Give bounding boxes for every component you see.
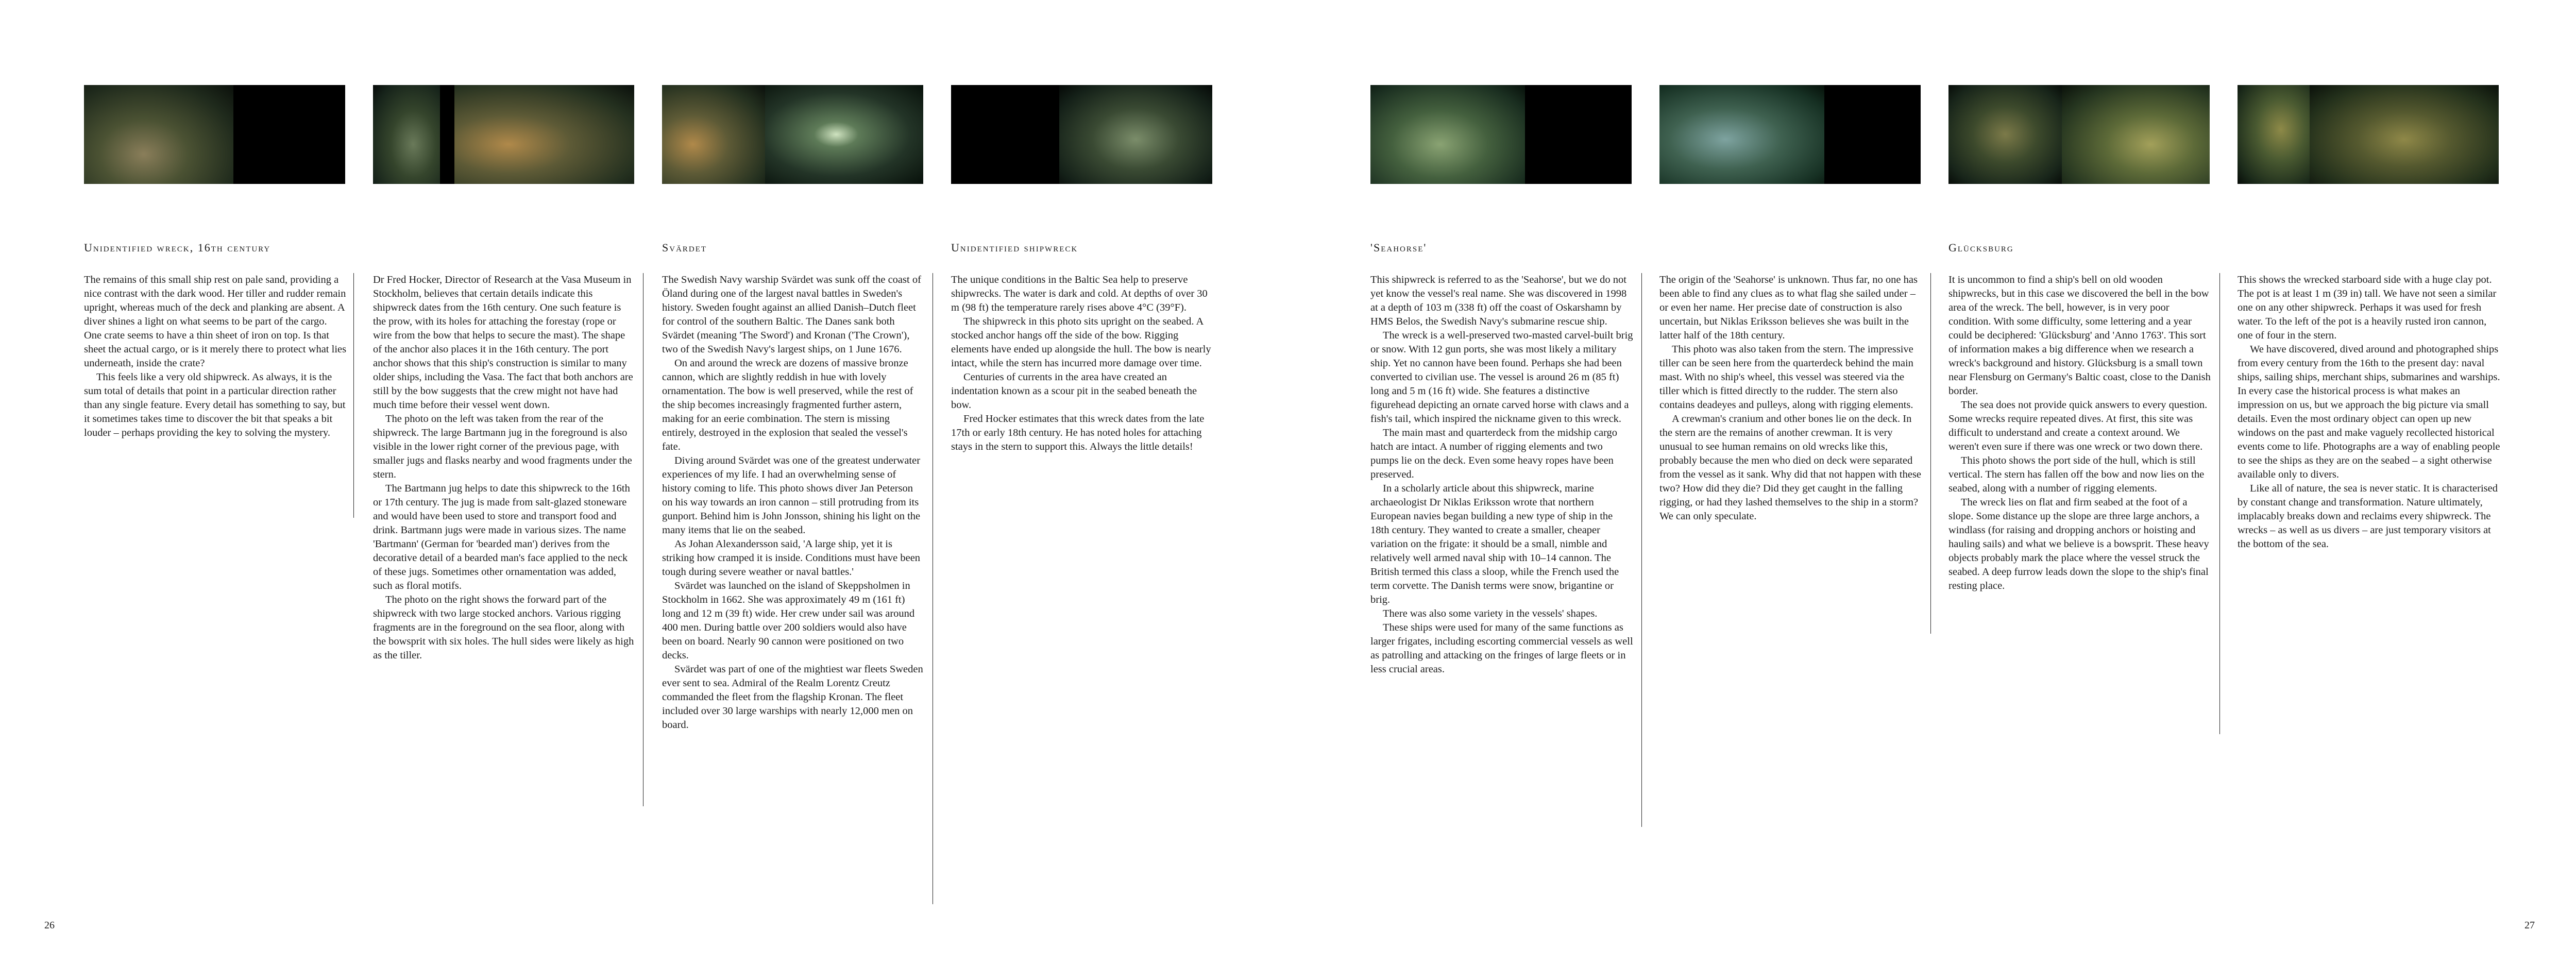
text-column-6 <box>1659 273 1922 523</box>
paragraph: This shipwreck is referred to as the 'Seahorse', but we do not yet know the vessel's real name. She was discovered in 1998 at a depth of 103 m (338 ft) off the coast of Oskarshamn by HMS Belos, the Swedish Navy's submarine rescue ship. <box>1370 274 1627 327</box>
paragraph: Svärdet was part of one of the mightiest war fleets Sweden ever sent to sea. Admiral of the Realm Lorentz Creutz commanded the fleet from the flagship Kronan. The fleet included over 30 large warships with nearly 12,000 men on board. <box>662 664 923 731</box>
paragraph: Like all of nature, the sea is never static. It is characterised by constant change and transformation. Nature ultimately, implacably breaks down and reclaims every shipwreck. The wrecks – as well as us divers – are just temporary visitors at the bottom of the sea. <box>2238 483 2498 550</box>
column-rule <box>353 273 354 518</box>
column-rule <box>1641 273 1642 827</box>
paragraph: The wreck is a well-preserved two-masted carvel-built brig or snow. With 12 gun ports, she was most likely a military ship. Yet no cannon have been found. Perhaps she had been converted to civilian use. The vessel is around 26 m (85 ft) long and 5 m (16 ft) wide. She features a distinctive figurehead depicting an ornate carved horse with claws and a fish's tail, which inspired the nickname given to this wreck. <box>1370 330 1633 425</box>
paragraph: This photo was also taken from the stern. The impressive tiller can be seen here from the quarterdeck behind the main mast. With no ship's wheel, this vessel was steered via the tiller which is fitted directly to the rudder. The stern also contains deadeyes and pulleys, along with rigging elements. <box>1659 344 1913 411</box>
photo-unidentified-shipwreck <box>951 85 1212 184</box>
page-number: 27 <box>2524 920 2535 931</box>
photo-svardet-diver <box>662 85 923 184</box>
paragraph: This feels like a very old shipwreck. As always, it is the sum total of details that point in a particular direction rather than any single feature. Every detail has something to say, but it sometimes takes time to discover the bit that speaks a bit louder – perhaps providing the key to solving the mystery. <box>84 371 346 438</box>
paragraph: Dr Fred Hocker, Director of Research at the Vasa Museum in Stockholm, believes that certain details indicate this shipwreck dates from the 16th century. One such feature is the prow, with its holes for attaching the forestay (rope or wire from the bow that helps to secure the mast). The shape of the anchor also places it in the 16th century. The port anchor shows that this ship's construction is similar to many older ships, including the Vasa. The fact that both anchors are still by the bow suggests that the crew might not have had much time before their vessel went down. <box>373 274 633 411</box>
photo-seahorse-figurehead <box>1370 85 1632 184</box>
paragraph: As Johan Alexandersson said, 'A large ship, yet it is striking how cramped it is inside. Conditions must have been tough during severe weather or naval battles.' <box>662 538 921 578</box>
text-column-8 <box>2238 273 2500 551</box>
paragraph: This photo shows the port side of the hull, which is still vertical. The stern has fallen off the bow and now lies on the seabed, along with a number of rigging elements. <box>1948 455 2205 494</box>
paragraph: The origin of the 'Seahorse' is unknown. Thus far, no one has been able to find any clues as to what flag she sailed under – or even her name. Her precise date of construction is also uncertain, but Niklas Eriksson believes she was built in the latter half of the 18th century. <box>1659 274 1918 341</box>
column-rule <box>2219 273 2220 734</box>
paragraph: Diving around Svärdet was one of the greatest underwater experiences of my life. I had an overwhelming sense of history coming to life. This photo shows diver Jan Peterson on his way towards an iron cannon – still protruding from its gunport. Behind him is John Jonsson, shining his light on the many items that lie on the seabed. <box>662 455 921 536</box>
paragraph: The Bartmann jug helps to date this shipwreck to the 16th or 17th century. The jug is made from salt-glazed stoneware and would have been used to store and transport food and drink. Bartmann jugs were made in various sizes. The name 'Bartmann' (German for 'bearded man') derives from the decorative detail of a bearded man's face applied to the neck of these jugs. Sometimes other ornamentation was added, such as floral motifs. <box>373 483 630 591</box>
right-page <box>1288 0 2576 966</box>
paragraph: A crewman's cranium and other bones lie on the deck. In the stern are the remains of another crewman. It is very unusual to see human remains on old wrecks like this, probably because the men who died on deck were separated from the vessel as it sank. Why did that not happen with these two? How did they die? Did they get caught in the falling rigging, or had they lashed themselves to the ship in a storm? We can only speculate. <box>1659 413 1922 522</box>
paragraph: Centuries of currents in the area have created an indentation known as a scour pit in the seabed beneath the bow. <box>951 371 1197 411</box>
paragraph: Svärdet was launched on the island of Skeppsholmen in Stockholm in 1662. She was approximately 49 m (161 ft) long and 12 m (39 ft) wide. Her crew under sail was around 400 men. During battle over 200 soldiers would also have been on board. Nearly 90 cannon were positioned on two decks. <box>662 580 915 661</box>
photo-glucksburg-hull <box>1948 85 2210 184</box>
text-column-4 <box>951 273 1214 454</box>
paragraph: In a scholarly article about this shipwreck, marine archaeologist Dr Niklas Eriksson wrote that northern European navies began building a new type of ship in the 18th century. They wanted to create a smaller, cheaper variation on the frigate: it should be a small, nimble and relatively well armed naval ship with 10–14 cannon. The British termed this class a sloop, while the French used the term corvette. The Danish terms were snow, brigantine or brig. <box>1370 483 1619 605</box>
photo-unidentified-wreck-stern <box>84 85 345 184</box>
photo-seahorse-tiller <box>1659 85 1921 184</box>
paragraph: We have discovered, dived around and photographed ships from every century from the 16th to the present day: naval ships, sailing ships, merchant ships, submarines and warships. In every case the historical process is what makes an impression on us, but we approach the big picture via small details. Even the most ordinary object can open up new windows on the past and make vaguely recollected historical events come to life. Photographs are a way of enabling people to see the ships as they are on the seabed – a sight otherwise available only to divers. <box>2238 344 2500 480</box>
text-column-1 <box>84 273 347 440</box>
text-column-5 <box>1370 273 1633 676</box>
photo-unidentified-wreck-bow <box>373 85 634 184</box>
paragraph: The photo on the left was taken from the rear of the shipwreck. The large Bartmann jug in the foreground is also visible in the lower right corner of the previous page, with smaller jugs and flasks nearby and wood fragments under the stern. <box>373 413 632 480</box>
paragraph: The Swedish Navy warship Svärdet was sunk off the coast of Öland during one of the largest naval battles in Sweden's history. Sweden fought against an allied Danish–Dutch fleet for control of the southern Baltic. The Danes sank both Svärdet (meaning 'The Sword') and Kronan ('The Crown'), two of the Swedish Navy's largest ships, on 1 June 1676. <box>662 274 921 355</box>
paragraph: There was also some variety in the vessels' shapes. <box>1383 608 1598 619</box>
heading-unidentified-shipwreck: Unidentified shipwreck <box>951 241 1078 254</box>
photo-glucksburg-clay-pot <box>2238 85 2499 184</box>
heading-unidentified-wreck-16th-century: Unidentified wreck, 16th century <box>84 241 271 254</box>
paragraph: The shipwreck in this photo sits upright on the seabed. A stocked anchor hangs off the side of the bow. Rigging elements have ended up alongside the hull. The bow is nearly intact, while the stern has incurred more damage over time. <box>951 316 1211 369</box>
paragraph: The main mast and quarterdeck from the midship cargo hatch are intact. A number of rigging elements and two pumps lie on the deck. Even some heavy ropes have been preserved. <box>1370 427 1618 480</box>
paragraph: The wreck lies on flat and firm seabed at the foot of a slope. Some distance up the slope are three large anchors, a windlass (for raising and dropping anchors or hoisting and hauling sails) and what we believe is a bowsprit. These heavy objects probably mark the place where the vessel struck the seabed. A deep furrow leads down the slope to the ship's final resting place. <box>1948 497 2209 591</box>
text-column-7 <box>1948 273 2211 593</box>
paragraph: The unique conditions in the Baltic Sea help to preserve shipwrecks. The water is dark and cold. At depths of over 30 m (98 ft) the temperature rarely rises above 4°C (39°F). <box>951 274 1208 313</box>
column-rule <box>1930 273 1931 634</box>
paragraph: The sea does not provide quick answers to every question. Some wrecks require repeated dives. At first, this site was difficult to understand and create a context around. We weren't even sure if there was one wreck or two down there. <box>1948 399 2208 452</box>
page-number: 26 <box>44 920 55 931</box>
paragraph: These ships were used for many of the same functions as larger frigates, including escorting commercial vessels as well as patrolling and attacking on the fringes of large fleets or in less crucial areas. <box>1370 622 1633 675</box>
heading-seahorse: 'Seahorse' <box>1370 241 1427 254</box>
paragraph: This shows the wrecked starboard side with a huge clay pot. The pot is at least 1 m (39 in) tall. We have not seen a similar one on any other shipwreck. Perhaps it was used for fresh water. To the left of the pot is a heavily rusted iron cannon, one of four in the stern. <box>2238 274 2497 341</box>
heading-svardet: Svärdet <box>662 241 707 254</box>
paragraph: The remains of this small ship rest on pale sand, providing a nice contrast with the dark wood. Her tiller and rudder remain upright, whereas much of the deck and planking are absent. A diver shines a light on what seems to be part of the cargo. One crate seems to have a thin sheet of iron on top. Is that sheet the actual cargo, or is it merely there to protect what lies underneath, inside the crate? <box>84 274 347 369</box>
paragraph: On and around the wreck are dozens of massive bronze cannon, which are slightly reddish in hue with lovely ornamentation. The bow is well preserved, while the rest of the ship becomes increasingly fragmented further astern, making for an eerie combination. The stern is missing entirely, destroyed in the explosion that sealed the vessel's fate. <box>662 358 913 452</box>
heading-glucksburg: Glücksburg <box>1948 241 2014 254</box>
text-column-2 <box>373 273 636 663</box>
paragraph: Fred Hocker estimates that this wreck dates from the late 17th or early 18th century. He has noted holes for attaching stays in the stern to support this. Always the little details! <box>951 413 1205 452</box>
paragraph: It is uncommon to find a ship's bell on old wooden shipwrecks, but in this case we discovered the bell in the bow area of the wreck. The bell, however, is in very poor condition. With some difficulty, some lettering and a year could be deciphered: 'Glücksburg' and 'Anno 1763'. This sort of information makes a big difference when we research a wreck's background and history. Glücksburg is a small town near Flensburg on Germany's Baltic coast, close to the Danish border. <box>1948 274 2211 397</box>
text-column-3 <box>662 273 925 732</box>
paragraph: The photo on the right shows the forward part of the shipwreck with two large stocked anchors. Various rigging fragments are in the foreground on the sea floor, along with the bowsprit with six holes. The hull sides were likely as high as the tiller. <box>373 594 634 661</box>
